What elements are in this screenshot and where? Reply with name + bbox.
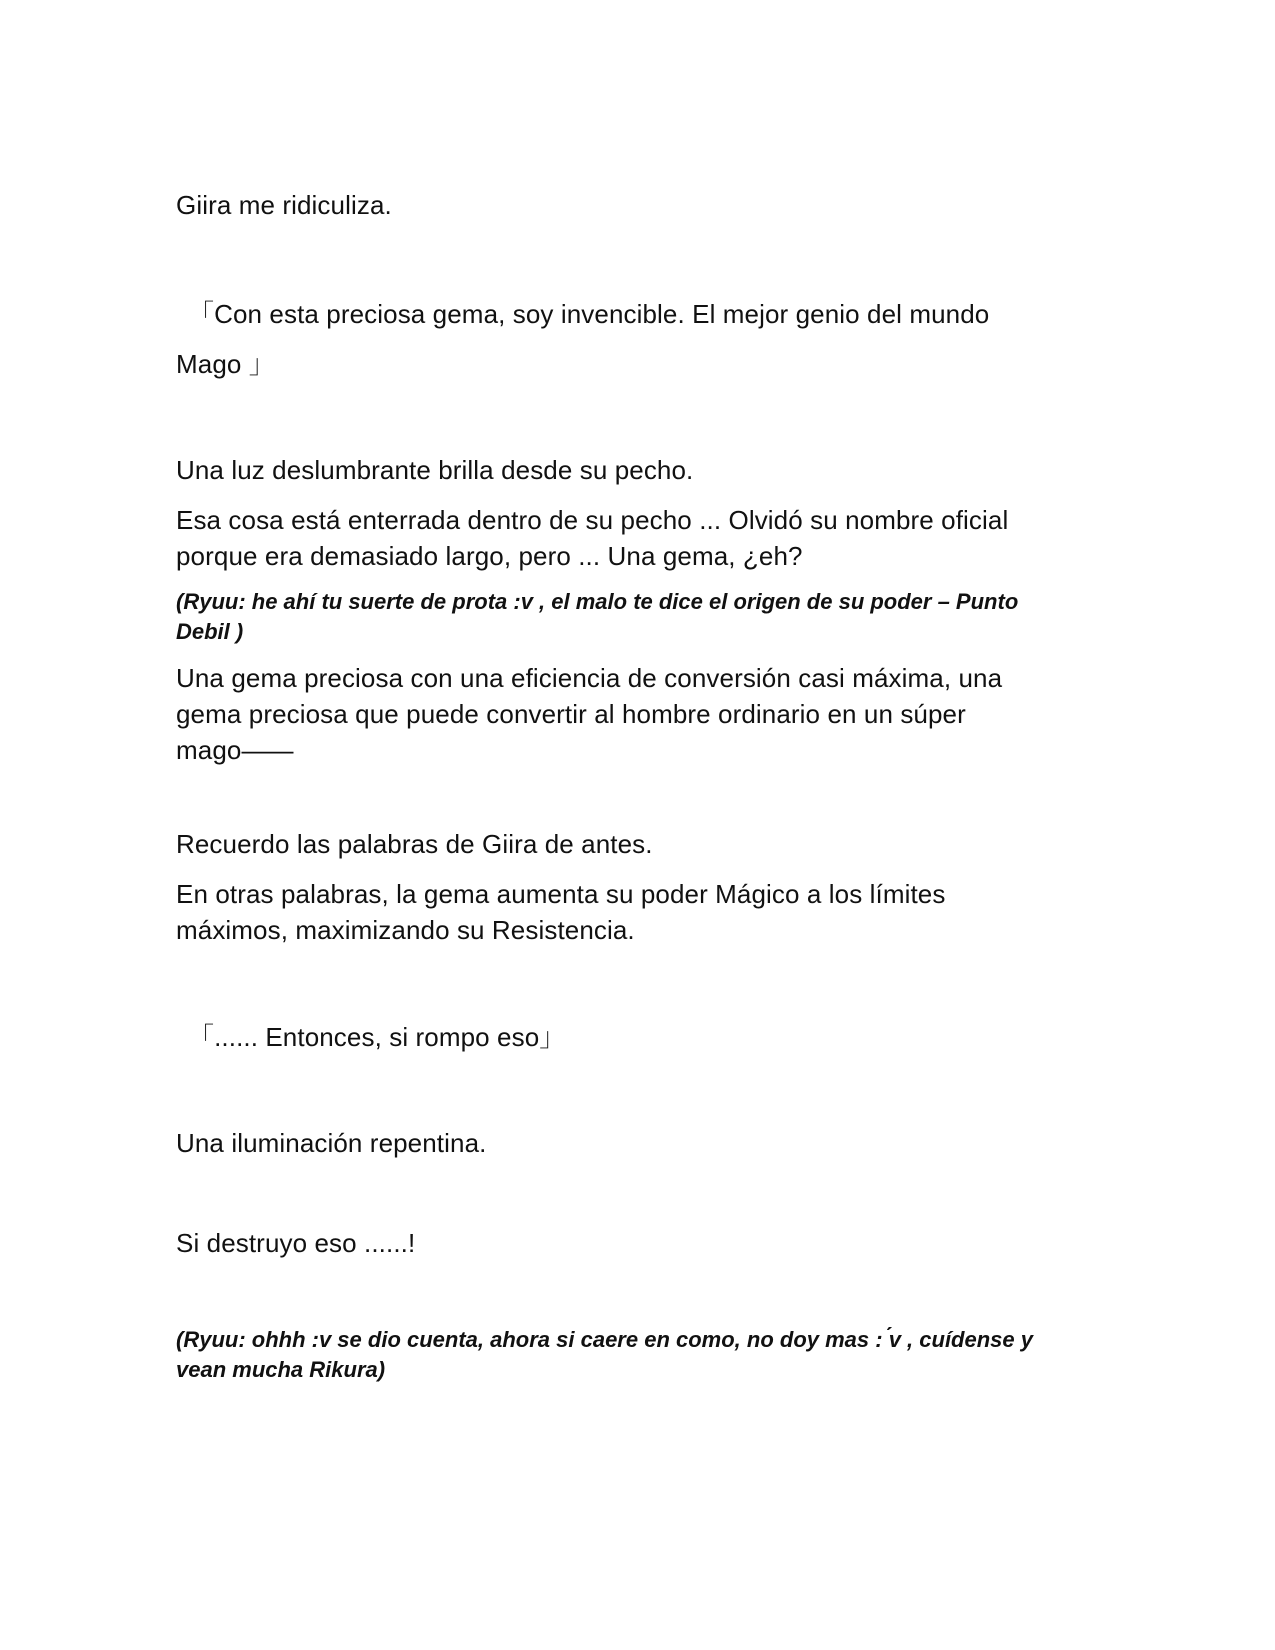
text-line: 「...... Entonces, si rompo eso」: [188, 1022, 566, 1052]
paragraph-sudden-illumination: [176, 1125, 1076, 1161]
paragraph-buried-gem: [176, 502, 1076, 574]
text-line: (Ryuu: he ahí tu suerte de prota :v , el malo te dice el origen de su poder – Punto: [176, 589, 1019, 614]
text-line: Debil ): [176, 619, 244, 644]
text-line: Giira me ridiculiza.: [176, 190, 392, 220]
paragraph-magic-power: [176, 876, 1076, 948]
dialogue-invincible: [176, 296, 1088, 332]
text-line: Esa cosa está enterrada dentro de su pecho ... Olvidó su nombre oficial: [176, 505, 1009, 535]
dialogue-invincible-cont: [176, 346, 1076, 382]
text-line: vean mucha Rikura): [176, 1357, 386, 1382]
text-line: máximos, maximizando su Resistencia.: [176, 915, 635, 945]
paragraph-giira-ridicules: [176, 187, 1076, 223]
paragraph-remember-words: [176, 826, 1076, 862]
dialogue-break-it: [176, 1019, 1088, 1055]
paragraph-destroy-it: [176, 1225, 1076, 1261]
text-line: En otras palabras, la gema aumenta su poder Mágico a los límites: [176, 879, 946, 909]
text-line: Recuerdo las palabras de Giira de antes.: [176, 829, 653, 859]
text-line: Una gema preciosa con una eficiencia de conversión casi máxima, una: [176, 663, 1003, 693]
paragraph-precious-gem: [176, 660, 1076, 768]
translator-note-2: [176, 1325, 1076, 1385]
text-line: gema preciosa que puede convertir al hombre ordinario en un súper: [176, 699, 966, 729]
text-line: 「Con esta preciosa gema, soy invencible. El mejor genio del mundo: [188, 299, 990, 329]
text-line: porque era demasiado largo, pero ... Una gema, ¿eh?: [176, 541, 803, 571]
paragraph-dazzling-light: [176, 452, 1076, 488]
translator-note-1: [176, 587, 1076, 647]
text-line: Si destruyo eso ......!: [176, 1228, 416, 1258]
text-line: mago――: [176, 735, 294, 765]
text-line: Una iluminación repentina.: [176, 1128, 487, 1158]
text-line: Una luz deslumbrante brilla desde su pecho.: [176, 455, 694, 485]
text-line: (Ryuu: ohhh :v se dio cuenta, ahora si caere en como, no doy mas : ́v , cuídense y: [176, 1327, 1033, 1352]
text-line: Mago 」: [176, 349, 275, 379]
